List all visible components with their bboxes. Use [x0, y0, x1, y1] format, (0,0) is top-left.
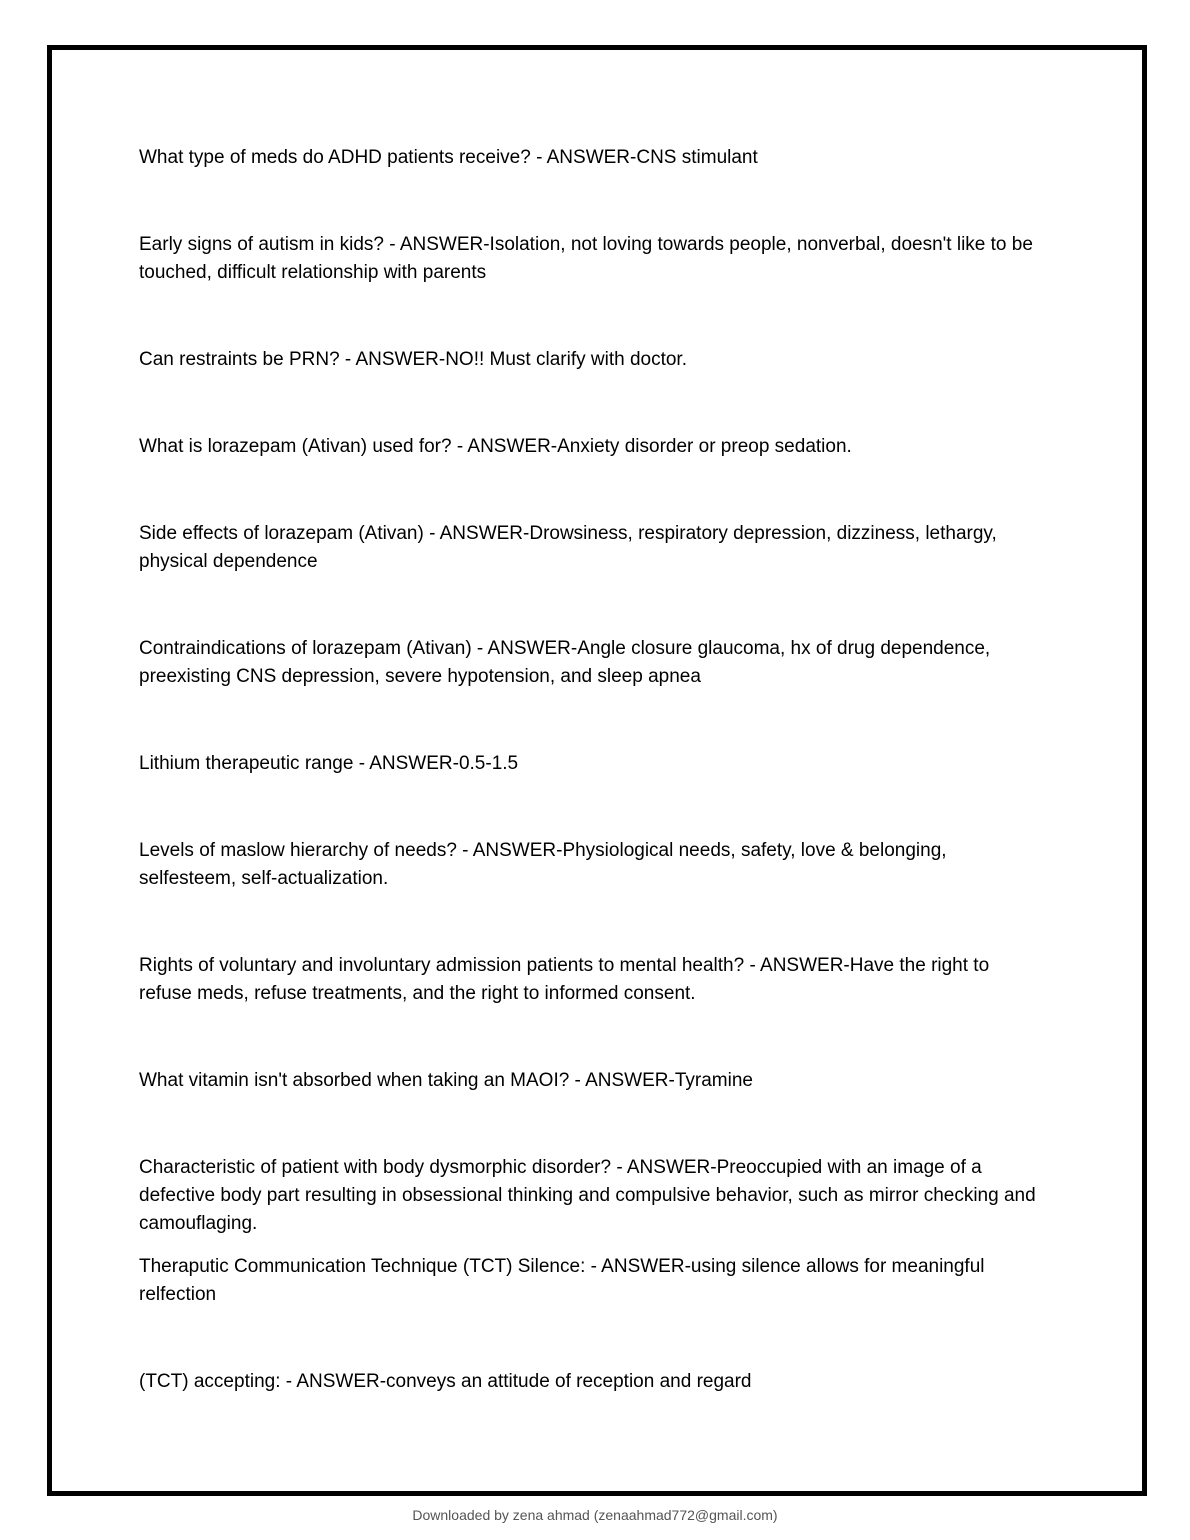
qa-item-restraints-prn: Can restraints be PRN? - ANSWER-NO!! Must clarify with doctor.	[139, 349, 687, 370]
qa-item-lorazepam-use: What is lorazepam (Ativan) used for? - ANSWER-Anxiety disorder or preop sedation.	[139, 436, 852, 457]
qa-item-body-dysmorphic: Characteristic of patient with body dysmorphic disorder? - ANSWER-Preoccupied with an image of a defective body part resulting in obsessional thinking and compulsive behavior, such as mirror checking and camouflaging.	[139, 1157, 1036, 1234]
qa-item-admission-rights: Rights of voluntary and involuntary admission patients to mental health? - ANSWER-Have the right to refuse meds, refuse treatments, and the right to informed consent.	[139, 955, 990, 1004]
qa-item-autism-signs: Early signs of autism in kids? - ANSWER-Isolation, not loving towards people, nonverbal, doesn't like to be touched, difficult relationship with parents	[139, 234, 1033, 283]
qa-item-adhd-meds: What type of meds do ADHD patients receive? - ANSWER-CNS stimulant	[139, 147, 758, 168]
qa-item-tct-accepting: (TCT) accepting: - ANSWER-conveys an attitude of reception and regard	[139, 1371, 752, 1392]
qa-item-tct-silence: Theraputic Communication Technique (TCT) Silence: - ANSWER-using silence allows for meaningful relfection	[139, 1256, 985, 1305]
qa-item-maslow-levels: Levels of maslow hierarchy of needs? - ANSWER-Physiological needs, safety, love & belonging, selfesteem, self-actualization.	[139, 840, 947, 889]
qa-item-maoi-vitamin: What vitamin isn't absorbed when taking an MAOI? - ANSWER-Tyramine	[139, 1070, 753, 1091]
qa-item-lithium-range: Lithium therapeutic range - ANSWER-0.5-1.5	[139, 753, 519, 774]
download-footer: Downloaded by zena ahmad (zenaahmad772@gmail.com)	[412, 1507, 778, 1523]
qa-item-lorazepam-contraindications: Contraindications of lorazepam (Ativan) - ANSWER-Angle closure glaucoma, hx of drug dependence, preexisting CNS depression, severe hypotension, and sleep apnea	[139, 638, 991, 687]
qa-item-lorazepam-side-effects: Side effects of lorazepam (Ativan) - ANSWER-Drowsiness, respiratory depression, dizziness, lethargy, physical dependence	[139, 523, 997, 572]
